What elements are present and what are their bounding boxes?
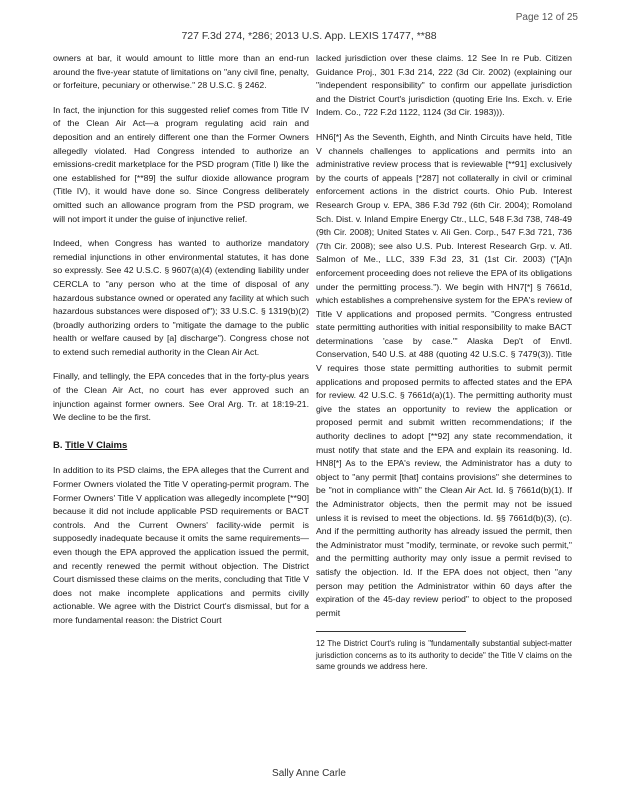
left-column	[53, 52, 309, 639]
section-number: B.	[53, 439, 63, 451]
section-heading	[53, 439, 309, 453]
case-citation-header: 727 F.3d 274, *286; 2013 U.S. App. LEXIS 17477, **88	[181, 30, 437, 42]
footnote-rule	[316, 631, 466, 632]
paragraph: Finally, and tellingly, the EPA concedes that in the forty-plus years of the Clean Air Act, no court has ever approved such an injunction against former owners. See Oral Arg. Tr. at 18:19-21. We decline to be the first.	[53, 371, 309, 423]
paragraph: In fact, the injunction for this suggested relief comes from Title IV of the Clean Air Act—a program regulating acid rain and deposition and an entirely different one than the Former Owners allegedly violated. Had Congress intended to authorize an emissions-credit marketplace for the PSD program (Title I) like the one established for [**89] the sulfur dioxide allowance program (Title IV), it would have done so. Since Congress deliberately omitted such an allowance program from the PSD program, we will not import it under the guise of injunctive relief.	[53, 104, 309, 224]
right-column	[316, 52, 572, 684]
paragraph: lacked jurisdiction over these claims. 12 See In re Pub. Citizen Guidance Proj., 301 F.3d 214, 222 (3d Cir. 2002) (explaining our "independent responsibility" to confirm our appellate jurisdiction and the District Court's jurisdiction (quoting Erie Ins. Exch. v. Erie Indem. Co., 722 F.2d 1122, 1124 (3d Cir. 1983))).	[316, 53, 572, 118]
paragraph: In addition to its PSD claims, the EPA alleges that the Current and Former Owners violated the Title V operating-permit program. The Former Owners' Title V application was allegedly incomplete [**90] because it did not include applicable PSD requirements or BACT controls. And the Current Owners' facility-wide permit is supposedly inadequate because it omits the same requirements—even though the EPA approved the application issued the permit, and recently renewed the permit without objection. The District Court dismissed these claims on the merits, concluding that Title V does not make incomplete applications and permits civilly actionable. We agree with the District Court's dismissal, but for a more fundamental reason: the District Court	[53, 465, 309, 625]
paragraph: owners at bar, it would amount to little more than an end-run around the five-year statute of limitations on "any civil fine, penalty, or forfeiture, pecuniary or otherwise." 28 U.S.C. § 2462.	[53, 53, 309, 91]
paragraph: HN6[*] As the Seventh, Eighth, and Ninth Circuits have held, Title V channels challenges to applications and permits into an administrative review process that is reviewable [**91] exclusively by the courts of appeals [*287] not collaterally in civil or criminal enforcement actions in the district courts. Ohio Pub. Interest Research Group v. EPA, 386 F.3d 792 (6th Cir. 2004); Romoland Sch. Dist. v. Inland Empire Energy Ctr., LLC, 548 F.3d 738, 748-49 (9th Cir. 2008); United States v. Ali Gen. Corp., 547 F.3d 721, 736 (7th Cir. 2008); see also U.S. Pub. Interest Research Grp. v. Atl. Salmon of Me., LLC, 339 F.3d 23, 31 (1st Cir. 2003) ("[A]n enforcement proceeding does not relieve the EPA of its obligations under the permitting process."). We begin with HN7[*] § 7661d, which establishes a comprehensive system for the EPA's review of Title V applications and proposed permits. "Congress entrusted state permitting authorities with initial responsibility to make BACT determinations 'case by case.'" Alaska Dep't of Envtl. Conservation, 540 U.S. at 488 (quoting 42 U.S.C. § 7479(3)). Title V requires those state permitting authorities to submit permit applications and proposed permits to affected states and the EPA for review. 42 U.S.C. § 7661d(a)(1). The permitting authority must give the states an opportunity to review the application or proposed permit and submit written recommendations; if the authority declines to adopt [**92] any state recommendation, it must notify that state and the EPA and explain its reasoning. Id. HN8[*] As to the EPA's review, the Administrator has a duty to object to "any permit [that] contains provisions" she determines to be "not in compliance with" the Clean Air Act. Id. § 7661d(b)(1). If the Administrator objects, then the permit may not be issued unless it is revised to meet the objections. Id. §§ 7661d(b)(3), (c). And if the permitting authority has already issued the permit, then the Administrator must "modify, terminate, or revoke such permit," and the permitting authority may only issue a permit revised to satisfy the objection. Id. If the EPA does not object, then "any person may petition the Administrator within 60 days after the expiration of the 45-day review period" to object to the proposed permit	[316, 131, 572, 618]
paragraph: Indeed, when Congress has wanted to authorize mandatory remedial injunctions in other environmental statutes, it has done so expressly. See 42 U.S.C. § 9607(a)(4) (extending liability under CERCLA to "any person who at the time of disposal of any hazardous substance owned or operated any facility at which such hazardous substances were disposed of"); 33 U.S.C. § 1319(b)(2) (broadly authorizing orders to "mitigate the damage to the public health or welfare caused by [a] discharge"). Congress chose not to extend such remedial authority in the Clean Air Act.	[53, 238, 309, 357]
section-title: Title V Claims	[65, 439, 128, 451]
footer-author: Sally Anne Carle	[272, 768, 346, 779]
footnote: 12 The District Court's ruling is "fundamentally substantial subject-matter jurisdiction concerns as to its authority to decide" the Title V claims on the same grounds we address here.	[316, 639, 572, 672]
page-number: Page 12 of 25	[515, 12, 578, 23]
